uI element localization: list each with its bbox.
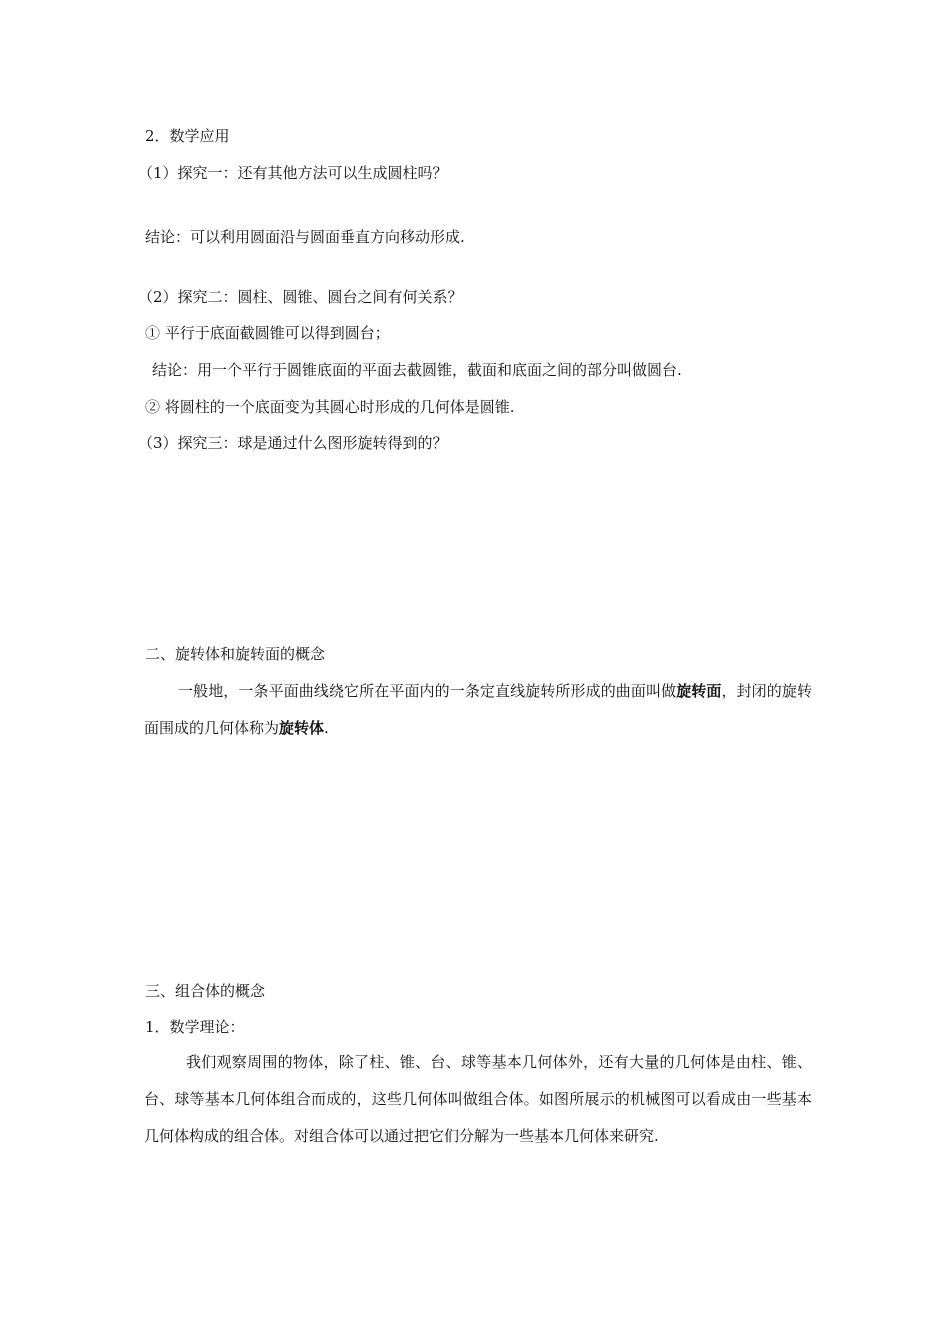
section-heading-rotation-body: 二、旋转体和旋转面的概念 bbox=[145, 645, 326, 663]
sub-heading-math-theory: 1．数学理论： bbox=[145, 1018, 245, 1036]
definition-text-start: 一般地，一条平面曲线绕它所在平面内的一条定直线旋转所形成的曲面叫做 bbox=[178, 682, 677, 700]
rotation-definition-paragraph bbox=[144, 673, 812, 747]
exploration-1-conclusion: 结论：可以利用圆面沿与圆面垂直方向移动形成. bbox=[145, 228, 465, 246]
section-heading-math-application: 2．数学应用 bbox=[145, 127, 230, 145]
definition-text-end: . bbox=[324, 719, 329, 737]
definition-text-middle: ，封闭的旋转面围成的几何体称为 bbox=[144, 682, 812, 737]
term-rotation-surface: 旋转面 bbox=[676, 682, 722, 700]
exploration-2-conclusion: 结论：用一个平行于圆锥底面的平面去截圆锥，截面和底面之间的部分叫做圆台. bbox=[152, 361, 682, 379]
section-heading-composite-body: 三、组合体的概念 bbox=[145, 982, 266, 1000]
exploration-1-question: （1）探究一：还有其他方法可以生成圆柱吗？ bbox=[138, 164, 448, 182]
exploration-3-question: （3）探究三：球是通过什么图形旋转得到的？ bbox=[138, 434, 448, 452]
exploration-2-point-1: ① 平行于底面截圆锥可以得到圆台； bbox=[145, 324, 390, 342]
term-rotation-solid: 旋转体 bbox=[279, 719, 325, 737]
exploration-2-question: （2）探究二：圆柱、圆锥、圆台之间有何关系？ bbox=[138, 288, 463, 306]
exploration-2-point-2: ② 将圆柱的一个底面变为其圆心时形成的几何体是圆锥. bbox=[145, 398, 515, 416]
composite-body-paragraph: 我们观察周围的物体，除了柱、锥、台、球等基本几何体外，还有大量的几何体是由柱、锥、台、球等基本几何体组合而成的，这些几何体叫做组合体。如图所展示的机械图可以看成由一些基本几何体构成的组合体。对组合体可以通过把它们分解为一些基本几何体来研究. bbox=[144, 1053, 812, 1145]
